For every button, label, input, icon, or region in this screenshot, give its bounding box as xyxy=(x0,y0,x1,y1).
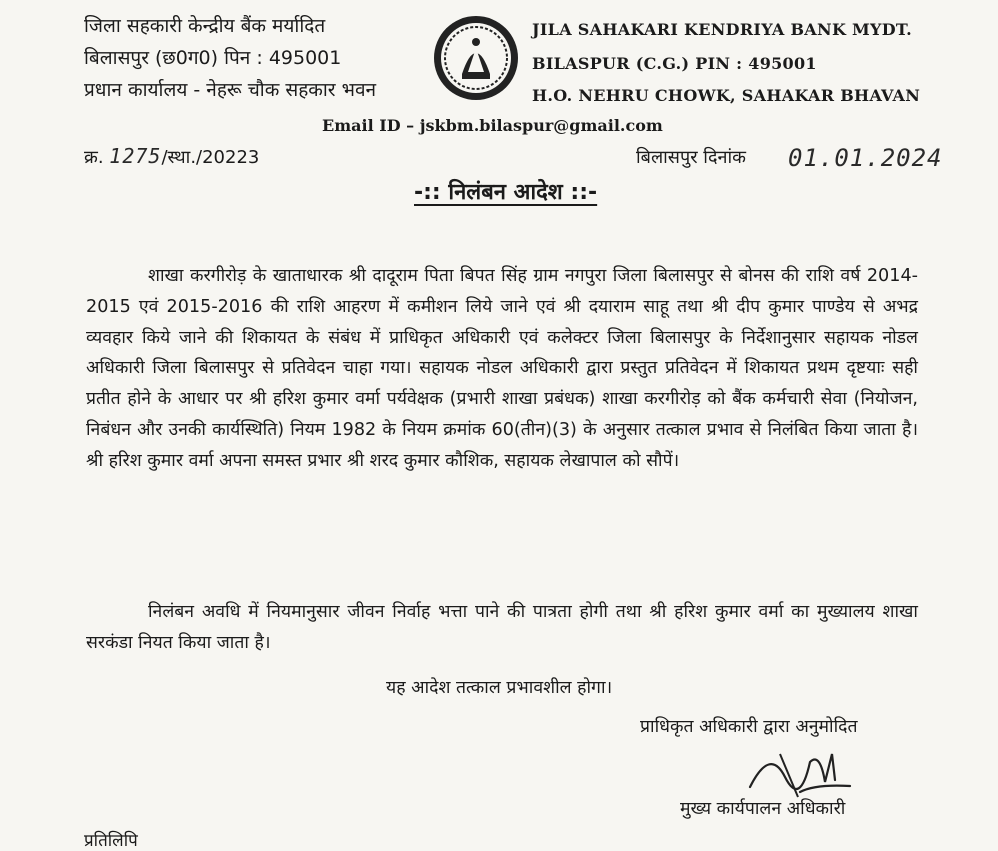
reference-handwritten-number: 1275 xyxy=(109,144,162,168)
letterhead-english-line-3: H.O. NEHRU CHOWK, SAHAKAR BHAVAN xyxy=(532,86,921,105)
letterhead-hindi-line-1: जिला सहकारी केन्द्रीय बैंक मर्यादित xyxy=(84,15,326,37)
copy-label: प्रतिलिपि xyxy=(84,831,138,851)
letterhead-email: Email ID – jskbm.bilaspur@gmail.com xyxy=(322,116,663,135)
letterhead-hindi-line-3: प्रधान कार्यालय - नेहरू चौक सहकार भवन xyxy=(84,79,377,101)
letterhead-hindi-line-2: बिलासपुर (छ0ग0) पिन : 495001 xyxy=(84,47,342,69)
closing-statement: यह आदेश तत्काल प्रभावशील होगा। xyxy=(386,678,613,698)
order-title: -:: निलंबन आदेश ::- xyxy=(414,180,598,205)
reference-number xyxy=(84,142,259,172)
letterhead-english-line-1: JILA SAHAKARI KENDRIYA BANK MYDT. xyxy=(532,20,912,39)
paragraph-2-text: निलंबन अवधि में नियमानुसार जीवन निर्वाह भत्ता पाने की पात्रता होगी तथा श्री हरिश कुमार वर्मा का मुख्यालय शाखा सरकंडा नियत किया जाता है। xyxy=(86,602,918,653)
handwritten-date: 01.01.2024 xyxy=(788,144,943,172)
bank-emblem-logo xyxy=(432,14,520,102)
reference-suffix: /स्था./20223 xyxy=(161,147,260,168)
place-date-label: बिलासपुर दिनांक xyxy=(636,147,746,168)
reference-prefix: क्र. xyxy=(84,147,104,168)
signature-mark xyxy=(740,742,860,802)
body-paragraph-2 xyxy=(86,597,918,659)
body-paragraph-1 xyxy=(86,261,918,477)
approval-note: प्राधिकृत अधिकारी द्वारा अनुमोदित xyxy=(640,717,858,737)
signatory-designation: मुख्य कार्यपालन अधिकारी xyxy=(680,799,846,819)
letterhead-english-line-2: BILASPUR (C.G.) PIN : 495001 xyxy=(532,54,817,73)
paragraph-1-text: शाखा करगीरोड़ के खाताधारक श्री दादूराम पिता बिपत सिंह ग्राम नगपुरा जिला बिलासपुर से बोनस की राशि वर्ष 2014-2015 एवं 2015-2016 की राशि आहरण में कमीशन लिये जाने एवं श्री दयाराम साहू तथा श्री दीप कुमार पाण्डेय से अभद्र व्यवहार किये जाने की शिकायत के संबंध में प्राधिकृत अधिकारी एवं कलेक्टर जिला बिलासपुर के निर्देशानुसार सहायक नोडल अधिकारी जिला बिलासपुर से प्रतिवेदन चाहा गया। सहायक नोडल अधिकारी द्वारा प्रस्तुत प्रतिवेदन में शिकायत प्रथम दृष्टयाः सही प्रतीत होने के आधार पर श्री हरिश कुमार वर्मा पर्यवेक्षक (प्रभारी शाखा प्रबंधक) शाखा करगीरोड़ को बैंक कर्मचारी सेवा (नियोजन, निबंधन और उनकी कार्यस्थिति) नियम 1982 के नियम क्रमांक 60(तीन)(3) के अनुसार तत्काल प्रभाव से निलंबित किया जाता है। श्री हरिश कुमार वर्मा अपना समस्त प्रभार श्री शरद कुमार कौशिक, सहायक लेखापाल को सौपें। xyxy=(86,266,918,471)
